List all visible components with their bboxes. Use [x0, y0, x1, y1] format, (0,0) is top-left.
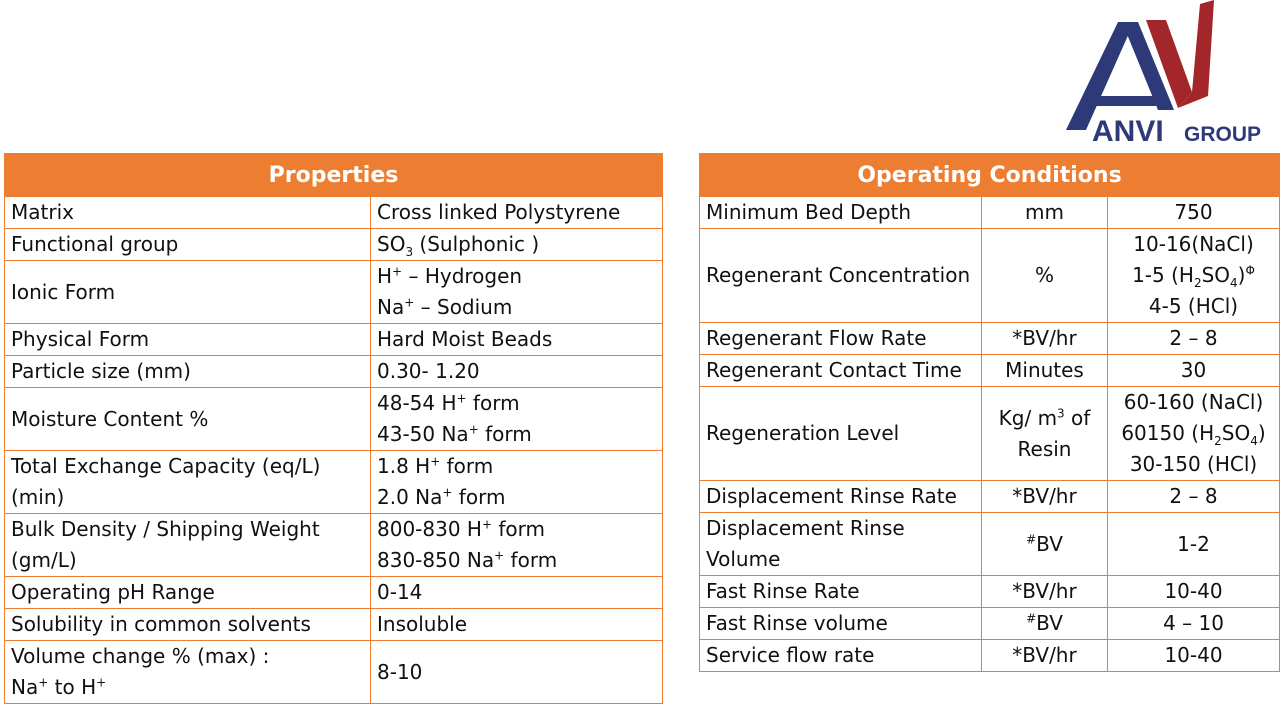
property-value: 800-830 H+ form 830-850 Na+ form	[371, 514, 663, 577]
property-label: Bulk Density / Shipping Weight (gm/L)	[5, 514, 371, 577]
condition-value: 10-16(NaCl) 1-5 $(H_2SO_4)^\Phi$ 4-5 (HCl)	[1108, 229, 1280, 323]
property-value: 48-54 H+ form 43-50 Na+ form	[371, 388, 663, 451]
property-label: Volume change % (max) : Na+ to H+	[5, 641, 371, 704]
table-row	[700, 608, 1280, 640]
property-value: $SO_3$ (Sulphonic )	[371, 229, 663, 261]
property-label: Physical Form	[5, 324, 371, 356]
condition-value: 10-40	[1108, 640, 1280, 672]
condition-value: 1-2	[1108, 513, 1280, 576]
property-value: 0.30- 1.20	[371, 356, 663, 388]
table-row	[5, 229, 663, 261]
condition-unit: *BV/hr	[982, 640, 1108, 672]
table-row	[700, 355, 1280, 387]
properties-header: Properties	[5, 154, 663, 197]
condition-value: 60-160 (NaCl) 60150 $(H_2SO_4)$ 30-150 (HCl)	[1108, 387, 1280, 481]
condition-label: Regeneration Level	[700, 387, 982, 481]
table-row	[5, 197, 663, 229]
table-row	[700, 640, 1280, 672]
property-label: Particle size (mm)	[5, 356, 371, 388]
logo-a-left-stroke	[1066, 22, 1134, 130]
condition-label: Fast Rinse volume	[700, 608, 982, 640]
property-value: 0-14	[371, 577, 663, 609]
condition-label: Displacement Rinse Volume	[700, 513, 982, 576]
property-label: Ionic Form	[5, 261, 371, 324]
table-row	[5, 641, 663, 704]
property-value: 1.8 H+ form 2.0 Na+ form	[371, 451, 663, 514]
condition-value: 4 – 10	[1108, 608, 1280, 640]
anvi-group-logo	[1062, 0, 1280, 146]
logo-anvi-text: ANVI	[1092, 115, 1164, 146]
condition-unit: *BV/hr	[982, 481, 1108, 513]
condition-unit: #BV	[982, 608, 1108, 640]
table-row	[700, 323, 1280, 355]
condition-value: 30	[1108, 355, 1280, 387]
logo-group-text: GROUP	[1184, 123, 1262, 146]
property-label: Functional group	[5, 229, 371, 261]
table-row	[5, 388, 663, 451]
condition-label: Displacement Rinse Rate	[700, 481, 982, 513]
table-row	[5, 261, 663, 324]
condition-value: 10-40	[1108, 576, 1280, 608]
property-value: Insoluble	[371, 609, 663, 641]
property-value: Hard Moist Beads	[371, 324, 663, 356]
condition-label: Regenerant Concentration	[700, 229, 982, 323]
condition-value: 2 – 8	[1108, 323, 1280, 355]
condition-label: Service flow rate	[700, 640, 982, 672]
logo-a-crossbar	[1086, 96, 1160, 106]
condition-label: Regenerant Contact Time	[700, 355, 982, 387]
condition-unit: *BV/hr	[982, 323, 1108, 355]
condition-value: 2 – 8	[1108, 481, 1280, 513]
property-label: Solubility in common solvents	[5, 609, 371, 641]
table-row	[700, 229, 1280, 323]
table-row	[700, 387, 1280, 481]
table-row	[5, 324, 663, 356]
condition-unit: Kg/ $m^3$ of Resin	[982, 387, 1108, 481]
table-row	[5, 577, 663, 609]
properties-table	[4, 153, 663, 704]
property-label: Moisture Content %	[5, 388, 371, 451]
property-label: Operating pH Range	[5, 577, 371, 609]
condition-label: Regenerant Flow Rate	[700, 323, 982, 355]
condition-unit: mm	[982, 197, 1108, 229]
property-value: H+ – Hydrogen Na+ – Sodium	[371, 261, 663, 324]
property-value: 8-10	[371, 641, 663, 704]
condition-unit: #BV	[982, 513, 1108, 576]
table-row	[5, 514, 663, 577]
table-row	[700, 481, 1280, 513]
condition-label: Minimum Bed Depth	[700, 197, 982, 229]
property-value: Cross linked Polystyrene	[371, 197, 663, 229]
condition-unit: *BV/hr	[982, 576, 1108, 608]
table-row	[700, 197, 1280, 229]
property-label: Matrix	[5, 197, 371, 229]
table-row	[700, 576, 1280, 608]
condition-label: Fast Rinse Rate	[700, 576, 982, 608]
operating-conditions-table	[699, 153, 1280, 672]
properties-header-row	[5, 154, 663, 197]
condition-unit: %	[982, 229, 1108, 323]
table-row	[700, 513, 1280, 576]
table-row	[5, 356, 663, 388]
condition-unit: Minutes	[982, 355, 1108, 387]
property-label: Total Exchange Capacity (eq/L) (min)	[5, 451, 371, 514]
operating-header-row	[700, 154, 1280, 197]
table-row	[5, 451, 663, 514]
table-row	[5, 609, 663, 641]
condition-value: 750	[1108, 197, 1280, 229]
operating-header: Operating Conditions	[700, 154, 1280, 197]
